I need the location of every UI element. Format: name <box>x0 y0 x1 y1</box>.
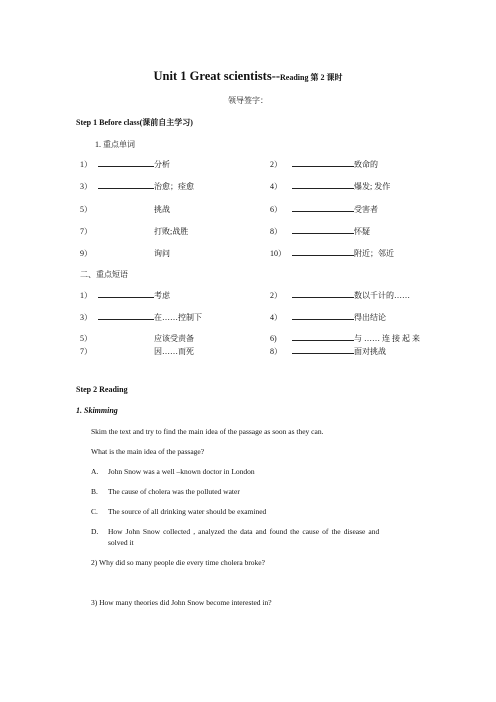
key-word-item <box>270 159 378 170</box>
key-phrase-item <box>80 333 194 344</box>
key-phrase-item <box>80 290 170 301</box>
item-text: 治愈；痊愈 <box>154 182 194 191</box>
item-number: 8） <box>270 227 282 236</box>
answer-blank[interactable] <box>98 290 154 298</box>
item-number: 10） <box>270 249 286 258</box>
item-text: 因……而死 <box>154 347 194 356</box>
key-word-item <box>80 159 170 170</box>
page-title <box>0 69 496 84</box>
answer-blank[interactable] <box>292 333 354 341</box>
instruction-text: Skim the text and try to find the main idea of the passage as soon as they can. <box>91 427 324 436</box>
answer-blank[interactable] <box>292 226 354 234</box>
item-number: 5） <box>80 334 92 343</box>
question-2: 2) Why did so many people die every time cholera broke? <box>91 558 265 567</box>
key-word-item <box>270 248 394 259</box>
option-b: B. The cause of cholera was the polluted water <box>91 487 240 496</box>
answer-blank[interactable] <box>98 159 154 167</box>
item-text: 询问 <box>154 249 170 258</box>
item-text: 打败;战胜 <box>154 227 189 236</box>
section-key-words: 1. 重点单词 <box>95 140 135 149</box>
item-number: 3） <box>80 182 92 191</box>
option-d: D. How John Snow collected , analyzed the data and found the cause of the disease and <box>91 527 380 536</box>
key-word-item <box>270 226 370 237</box>
item-text: 与 …… 连 接 起 来 <box>354 334 420 343</box>
key-word-item <box>80 204 170 215</box>
key-word-item <box>270 181 390 192</box>
key-word-item <box>270 204 378 215</box>
item-text: 爆发; 发作 <box>354 182 391 191</box>
key-phrase-item <box>270 290 410 301</box>
answer-blank[interactable] <box>292 346 354 354</box>
item-text: 得出结论 <box>354 313 386 322</box>
item-number: 6) <box>270 334 277 343</box>
item-text: 附近；邻近 <box>354 249 394 258</box>
question-3: 3) How many theories did John Snow become interested in? <box>91 598 272 607</box>
answer-blank[interactable] <box>292 312 354 320</box>
answer-blank[interactable] <box>292 159 354 167</box>
key-phrase-item <box>270 333 420 344</box>
item-number: 8） <box>270 347 282 356</box>
key-phrase-item <box>270 312 386 323</box>
option-d-continued: solved it <box>108 538 134 547</box>
item-text: 在……控制下 <box>154 313 202 322</box>
item-text: 分析 <box>154 160 170 169</box>
item-number: 7） <box>80 227 92 236</box>
step2-heading: Step 2 Reading <box>76 385 128 394</box>
item-number: 2） <box>270 160 282 169</box>
item-number: 2） <box>270 291 282 300</box>
key-phrase-item <box>80 346 194 357</box>
title-suffix: Reading 第 2 课时 <box>280 73 343 82</box>
key-phrase-item <box>80 312 202 323</box>
key-word-item <box>80 248 170 259</box>
answer-blank[interactable] <box>292 181 354 189</box>
title-main: Unit 1 Great scientists-- <box>153 69 281 83</box>
answer-blank[interactable] <box>292 248 354 256</box>
key-phrase-item <box>270 346 386 357</box>
item-text: 面对挑战 <box>354 347 386 356</box>
item-number: 9） <box>80 249 92 258</box>
item-text: 应该受责备 <box>154 334 194 343</box>
signature-label: 领导签字： <box>228 96 268 105</box>
question-main-idea: What is the main idea of the passage? <box>91 447 205 456</box>
item-number: 4） <box>270 313 282 322</box>
key-word-item <box>80 226 188 237</box>
item-text: 受害者 <box>354 205 378 214</box>
key-word-item <box>80 181 194 192</box>
item-text: 数以千计的…… <box>354 291 410 300</box>
item-number: 1） <box>80 160 92 169</box>
option-a: A. John Snow was a well –known doctor in London <box>91 467 255 476</box>
step1-heading: Step 1 Before class(课前自主学习) <box>76 118 193 127</box>
item-number: 5） <box>80 205 92 214</box>
item-text: 致命的 <box>354 160 378 169</box>
item-number: 3） <box>80 313 92 322</box>
option-c: C. The source of all drinking water should be examined <box>91 507 267 516</box>
answer-blank[interactable] <box>292 290 354 298</box>
item-text: 挑战 <box>154 205 170 214</box>
item-number: 7） <box>80 347 92 356</box>
answer-blank[interactable] <box>98 181 154 189</box>
item-text: 怀疑 <box>354 227 370 236</box>
section-key-phrases: 二、重点短语 <box>80 270 128 279</box>
item-number: 6） <box>270 205 282 214</box>
answer-blank[interactable] <box>292 204 354 212</box>
answer-blank[interactable] <box>98 312 154 320</box>
item-number: 4） <box>270 182 282 191</box>
item-text: 考虑 <box>154 291 170 300</box>
item-number: 1） <box>80 291 92 300</box>
skimming-subheading: 1. Skimming <box>76 406 118 415</box>
